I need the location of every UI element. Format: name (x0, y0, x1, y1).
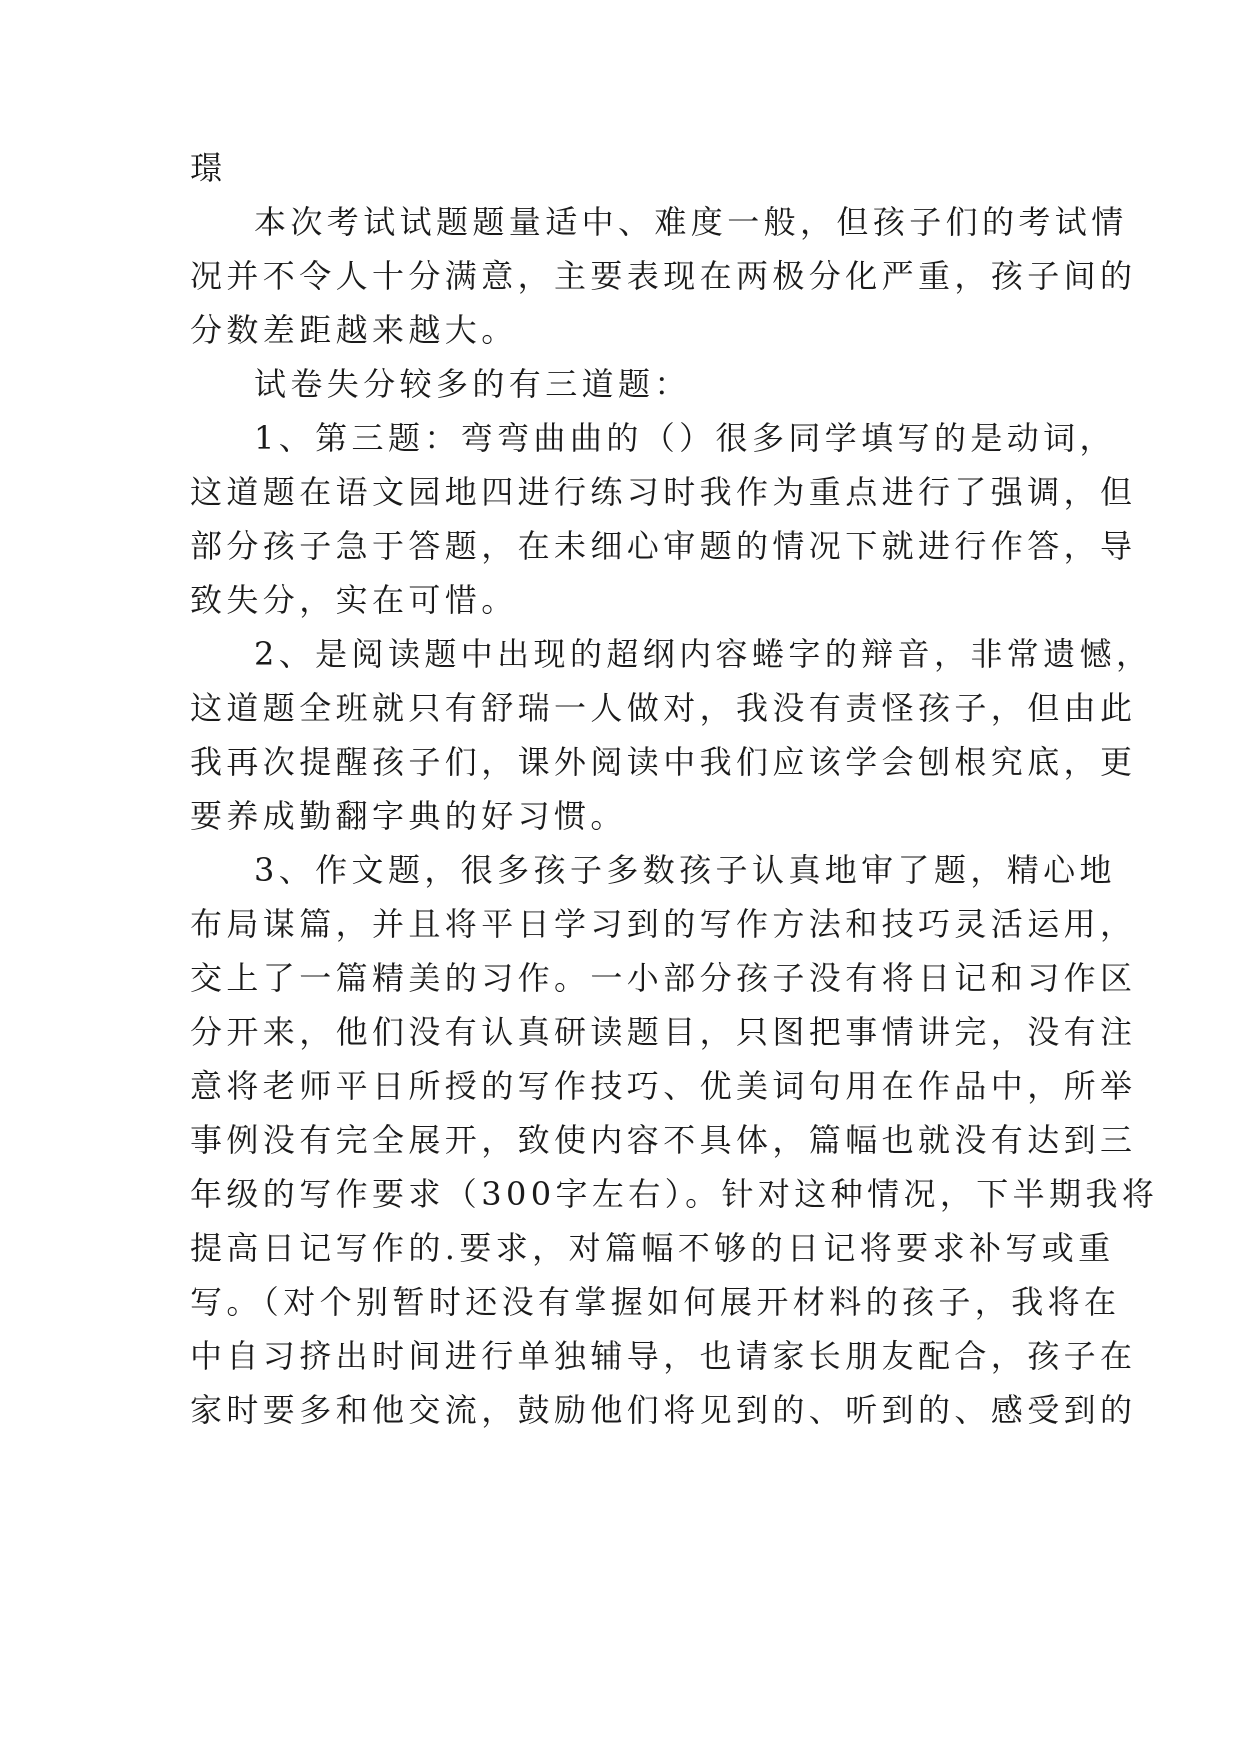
text-line: 写。（对个别暂时还没有掌握如何展开材料的孩子，我将在 (190, 1283, 1121, 1321)
text-line: 布局谋篇，并且将平日学习到的写作方法和技巧灵活运用， (190, 905, 1137, 943)
text-line: 事例没有完全展开，致使内容不具体，篇幅也就没有达到三 (190, 1121, 1137, 1159)
text-line: 分数差距越来越大。 (190, 311, 518, 349)
text-line: 年级的写作要求（300字左右）。针对这种情况，下半期我将 (190, 1175, 1159, 1213)
text-line: 这道题全班就只有舒瑞一人做对，我没有责怪孩子，但由此 (190, 689, 1137, 727)
text-line: 交上了一篇精美的习作。一小部分孩子没有将日记和习作区 (190, 959, 1137, 997)
text-line: 这道题在语文园地四进行练习时我作为重点进行了强调，但 (190, 473, 1137, 511)
text-line: 部分孩子急于答题，在未细心审题的情况下就进行作答，导 (190, 527, 1137, 565)
text-line: 提高日记写作的.要求，对篇幅不够的日记将要求补写或重 (190, 1229, 1115, 1267)
text-line: 要养成勤翻字典的好习惯。 (190, 797, 627, 835)
text-line: 中自习挤出时间进行单独辅导，也请家长朋友配合，孩子在 (190, 1337, 1137, 1375)
paragraph-first-line: 1、第三题：弯弯曲曲的（）很多同学填写的是动词， (254, 419, 1116, 457)
text-line: 我再次提醒孩子们，课外阅读中我们应该学会刨根究底，更 (190, 743, 1137, 781)
paragraph-first-line: 本次考试试题题量适中、难度一般，但孩子们的考试情 (254, 203, 1128, 241)
text-line: 意将老师平日所授的写作技巧、优美词句用在作品中，所举 (190, 1067, 1137, 1105)
text-line: 况并不令人十分满意，主要表现在两极分化严重，孩子间的 (190, 257, 1137, 295)
text-line: 分开来，他们没有认真研读题目，只图把事情讲完，没有注 (190, 1013, 1137, 1051)
text-line: 璟 (190, 149, 227, 187)
text-line: 家时要多和他交流，鼓励他们将见到的、听到的、感受到的 (190, 1391, 1137, 1429)
paragraph-first-line: 2、是阅读题中出现的超纲内容蜷字的辩音，非常遗憾， (254, 635, 1153, 673)
paragraph-first-line: 试卷失分较多的有三道题： (254, 365, 691, 403)
paragraph-first-line: 3、作文题，很多孩子多数孩子认真地审了题，精心地 (254, 851, 1116, 889)
text-line: 致失分，实在可惜。 (190, 581, 518, 619)
